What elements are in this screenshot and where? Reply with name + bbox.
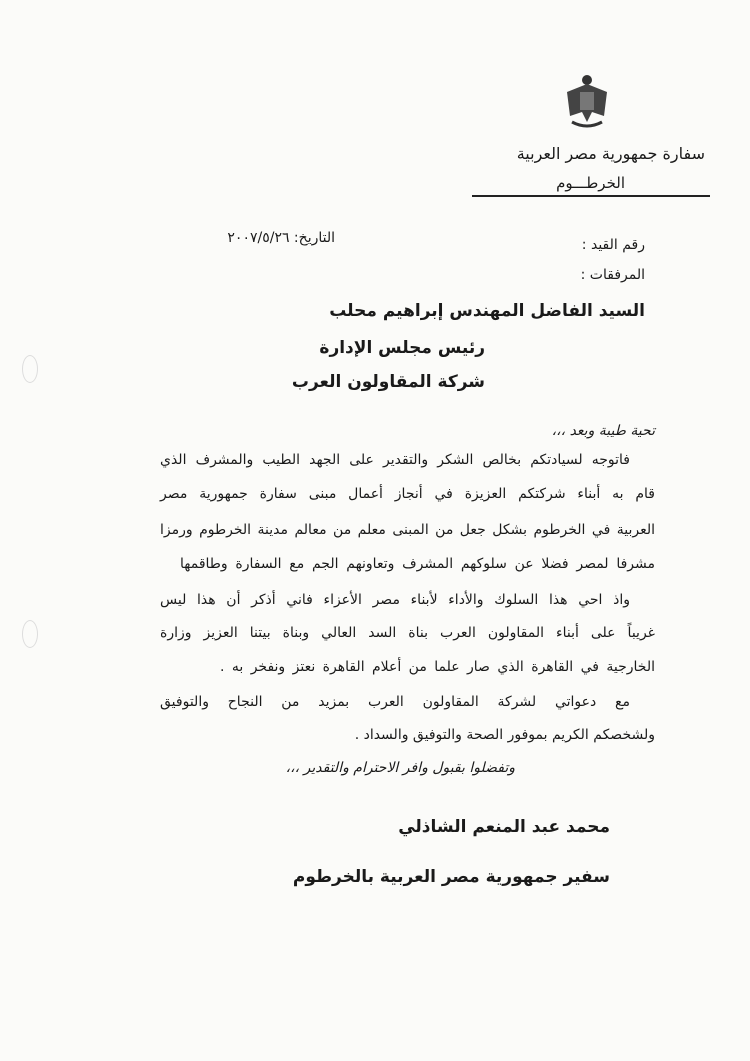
- punch-hole: [22, 620, 38, 648]
- header-divider: [472, 195, 710, 197]
- greeting: تحية طيبة وبعد ،،،: [551, 423, 655, 439]
- body-line: الخارجية في القاهرة الذي صار علما من أعلام القاهرة نعتز ونفخر به .: [220, 659, 655, 675]
- body-line: مع دعواتي لشركة المقاولون العرب بمزيد من النجاح والتوفيق: [160, 694, 630, 710]
- eagle-emblem-icon: [562, 72, 612, 130]
- embassy-city: الخرطـــوم: [556, 174, 625, 192]
- body-line: واذ احي هذا السلوك والأداء لأبناء مصر الأعزاء فاني أذكر أن هذا ليس: [160, 592, 630, 608]
- recipient-company: شركة المقاولون العرب: [291, 372, 485, 392]
- letter-date: التاريخ: ٢٠٠٧/٥/٢٦: [227, 230, 335, 246]
- signatory-title: سفير جمهورية مصر العربية بالخرطوم: [292, 867, 610, 887]
- body-line: مشرفا لمصر فضلا عن سلوكهم المشرف وتعاونهم الجم مع السفارة وطاقمها: [180, 556, 655, 572]
- body-line: غريباً على أبناء المقاولون العرب بناة السد العالي وبناة بيتنا العزيز وزارة: [160, 625, 655, 641]
- attachments-label: المرفقات :: [580, 267, 645, 283]
- embassy-name: سفارة جمهورية مصر العربية: [516, 144, 705, 163]
- body-line: قام به أبناء شركتكم العزيزة في أنجاز أعمال مبنى سفارة جمهورية مصر: [160, 486, 655, 502]
- body-line: ولشخصكم الكريم بموفور الصحة والتوفيق والسداد .: [354, 727, 655, 743]
- signatory-name: محمد عبد المنعم الشاذلي: [398, 817, 610, 837]
- recipient-position: رئيس مجلس الإدارة: [319, 338, 485, 358]
- reference-number-label: رقم القيد :: [581, 237, 645, 253]
- recipient-name: السيد الفاضل المهندس إبراهيم محلب: [329, 301, 645, 321]
- punch-hole: [22, 355, 38, 383]
- body-line: فاتوجه لسيادتكم بخالص الشكر والتقدير على الجهد الطيب والمشرف الذي: [160, 452, 630, 468]
- body-line: العربية في الخرطوم بشكل جعل من المبنى معلم من معالم مدينة الخرطوم ورمزا: [160, 522, 655, 538]
- closing-line: وتفضلوا بقبول وافر الاحترام والتقدير ،،،: [285, 760, 515, 776]
